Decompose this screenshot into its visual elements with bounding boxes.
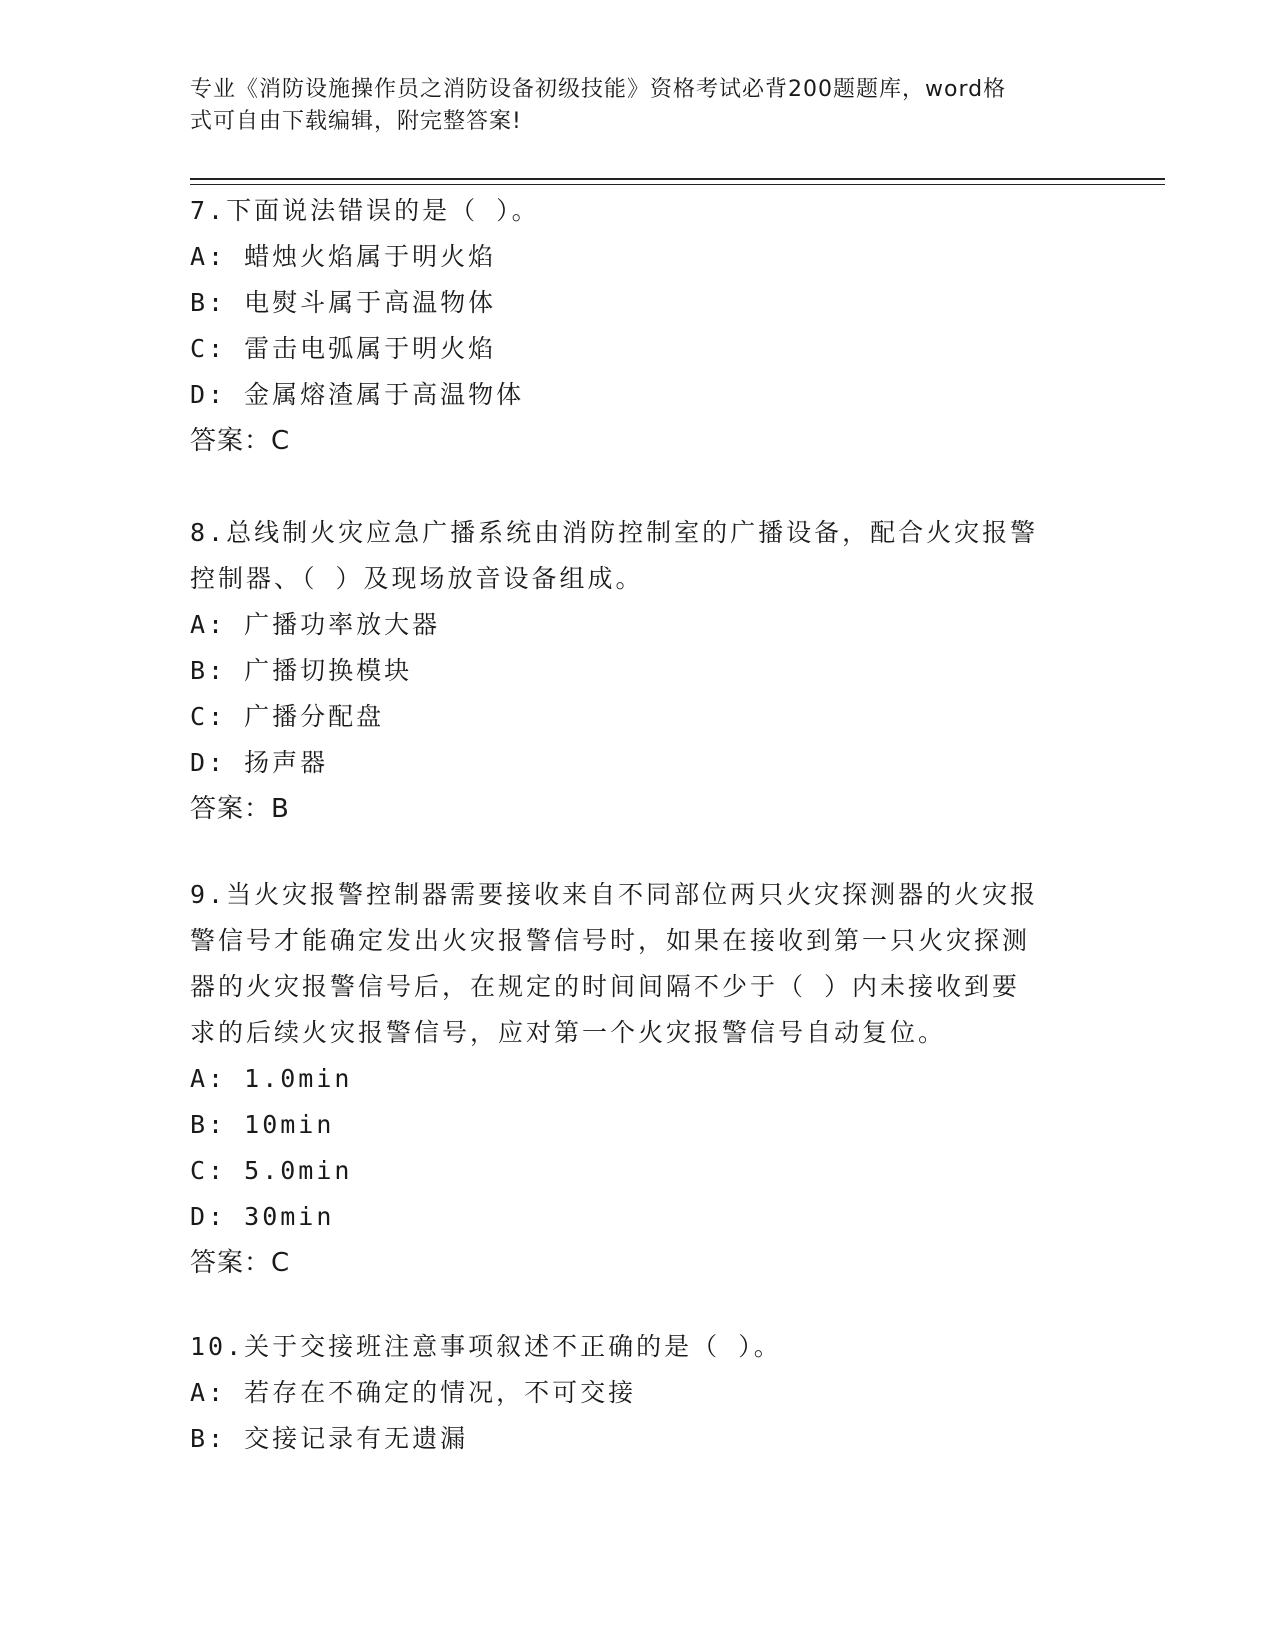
option-b: B: 交接记录有无遗漏 — [190, 1424, 469, 1453]
option-b: B: 广播切换模块 — [190, 656, 413, 685]
answer: 答案：B — [190, 794, 290, 824]
question-stem: 求的后续火灾报警信号，应对第一个火灾报警信号自动复位。 — [190, 1018, 947, 1047]
document-header — [190, 74, 1090, 138]
option-b: B: 10min — [190, 1110, 335, 1139]
header-divider-thin — [190, 184, 1165, 185]
question-stem: 7.下面说法错误的是（ ）。 — [190, 196, 540, 225]
question-9 — [190, 872, 1070, 1286]
option-a: A: 蜡烛火焰属于明火焰 — [190, 242, 497, 271]
question-7 — [190, 188, 1070, 464]
option-a: A: 若存在不确定的情况，不可交接 — [190, 1378, 637, 1407]
question-8 — [190, 510, 1070, 832]
question-10 — [190, 1324, 1070, 1462]
option-d: D: 扬声器 — [190, 748, 329, 777]
question-stem: 警信号才能确定发出火灾报警信号时，如果在接收到第一只火灾探测 — [190, 926, 1031, 955]
option-c: C: 5.0min — [190, 1156, 353, 1185]
answer: 答案：C — [190, 426, 291, 456]
option-a: A: 广播功率放大器 — [190, 610, 441, 639]
question-stem: 10.关于交接班注意事项叙述不正确的是（ ）。 — [190, 1332, 782, 1361]
header-line-2: 式可自由下载编辑，附完整答案! — [190, 109, 522, 134]
option-b: B: 电熨斗属于高温物体 — [190, 288, 497, 317]
question-stem: 控制器、（ ）及现场放音设备组成。 — [190, 564, 644, 593]
option-d: D: 30min — [190, 1202, 335, 1231]
question-stem: 器的火灾报警信号后，在规定的时间间隔不少于（ ）内未接收到要 — [190, 972, 1021, 1001]
question-stem: 8.总线制火灾应急广播系统由消防控制室的广播设备，配合火灾报警 — [190, 518, 1039, 547]
option-d: D: 金属熔渣属于高温物体 — [190, 380, 525, 409]
question-stem: 9.当火灾报警控制器需要接收来自不同部位两只火灾探测器的火灾报 — [190, 880, 1039, 909]
option-a: A: 1.0min — [190, 1064, 353, 1093]
header-line-1: 专业《消防设施操作员之消防设备初级技能》资格考试必背200题题库，word格 — [190, 77, 1007, 102]
header-divider-thick — [190, 178, 1165, 180]
answer: 答案：C — [190, 1248, 291, 1278]
option-c: C: 雷击电弧属于明火焰 — [190, 334, 497, 363]
option-c: C: 广播分配盘 — [190, 702, 385, 731]
